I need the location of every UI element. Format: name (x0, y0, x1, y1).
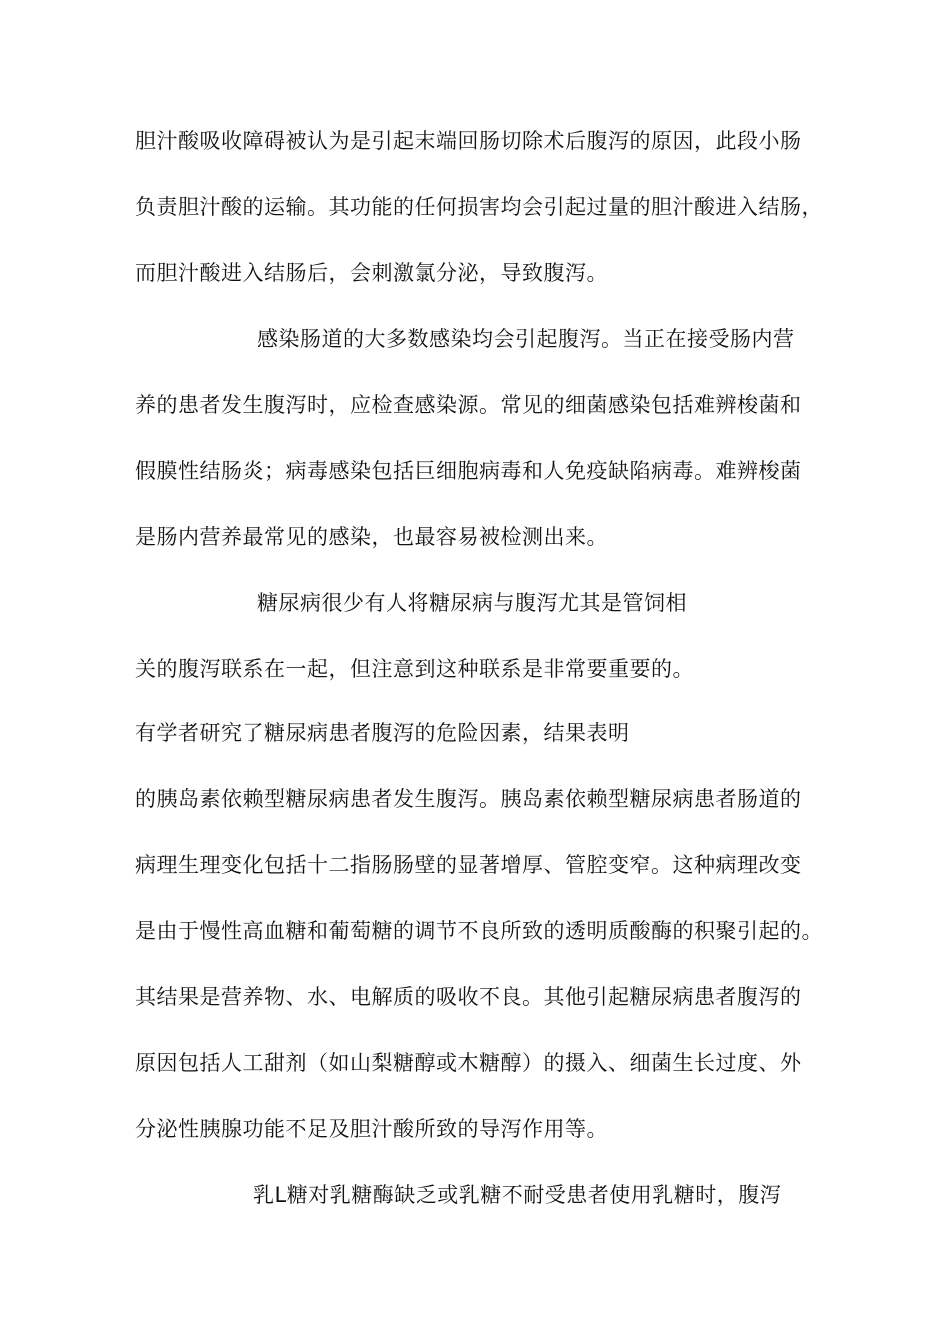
paragraph-line: 养的患者发生腹泻时，应检查感染源。常见的细菌感染包括难辨梭菌和 (135, 393, 802, 417)
paragraph-line: 是肠内营养最常见的感染，也最容易被检测出来。 (135, 525, 608, 549)
paragraph-line: 病理生理变化包括十二指肠肠壁的显著增厚、管腔变窄。这种病理改变 (135, 853, 802, 877)
paragraph-line: 分泌性胰腺功能不足及胆汁酸所致的导泻作用等。 (135, 1117, 608, 1141)
paragraph-line: 负责胆汁酸的运输。其功能的任何损害均会引起过量的胆汁酸进入结肠， (135, 195, 823, 219)
paragraph-line: 是由于慢性高血糖和葡萄糖的调节不良所致的透明质酸酶的积聚引起的。 (135, 919, 823, 943)
paragraph-line: 糖尿病很少有人将糖尿病与腹泻尤其是管饲相 (257, 591, 687, 615)
paragraph-line: 感染肠道的大多数感染均会引起腹泻。当正在接受肠内营 (257, 327, 795, 351)
paragraph-line: 假膜性结肠炎；病毒感染包括巨细胞病毒和人免疫缺陷病毒。难辨梭菌 (135, 459, 802, 483)
paragraph-line: 关的腹泻联系在一起，但注意到这种联系是非常要重要的。 (135, 657, 694, 681)
paragraph-line: 乳L糖对乳糖酶缺乏或乳糖不耐受患者使用乳糖时，腹泻 (253, 1183, 782, 1207)
paragraph-line: 有学者研究了糖尿病患者腹泻的危险因素，结果表明 (135, 721, 630, 745)
paragraph-line: 其结果是营养物、水、电解质的吸收不良。其他引起糖尿病患者腹泻的 (135, 985, 802, 1009)
paragraph-line: 的胰岛素依赖型糖尿病患者发生腹泻。胰岛素依赖型糖尿病患者肠道的 (135, 787, 802, 811)
paragraph-line: 而胆汁酸进入结肠后，会刺激氯分泌，导致腹泻。 (135, 261, 608, 285)
paragraph-line: 胆汁酸吸收障碍被认为是引起末端回肠切除术后腹泻的原因，此段小肠 (135, 129, 802, 153)
paragraph-line: 原因包括人工甜剂（如山梨糖醇或木糖醇）的摄入、细菌生长过度、外 (135, 1051, 802, 1075)
